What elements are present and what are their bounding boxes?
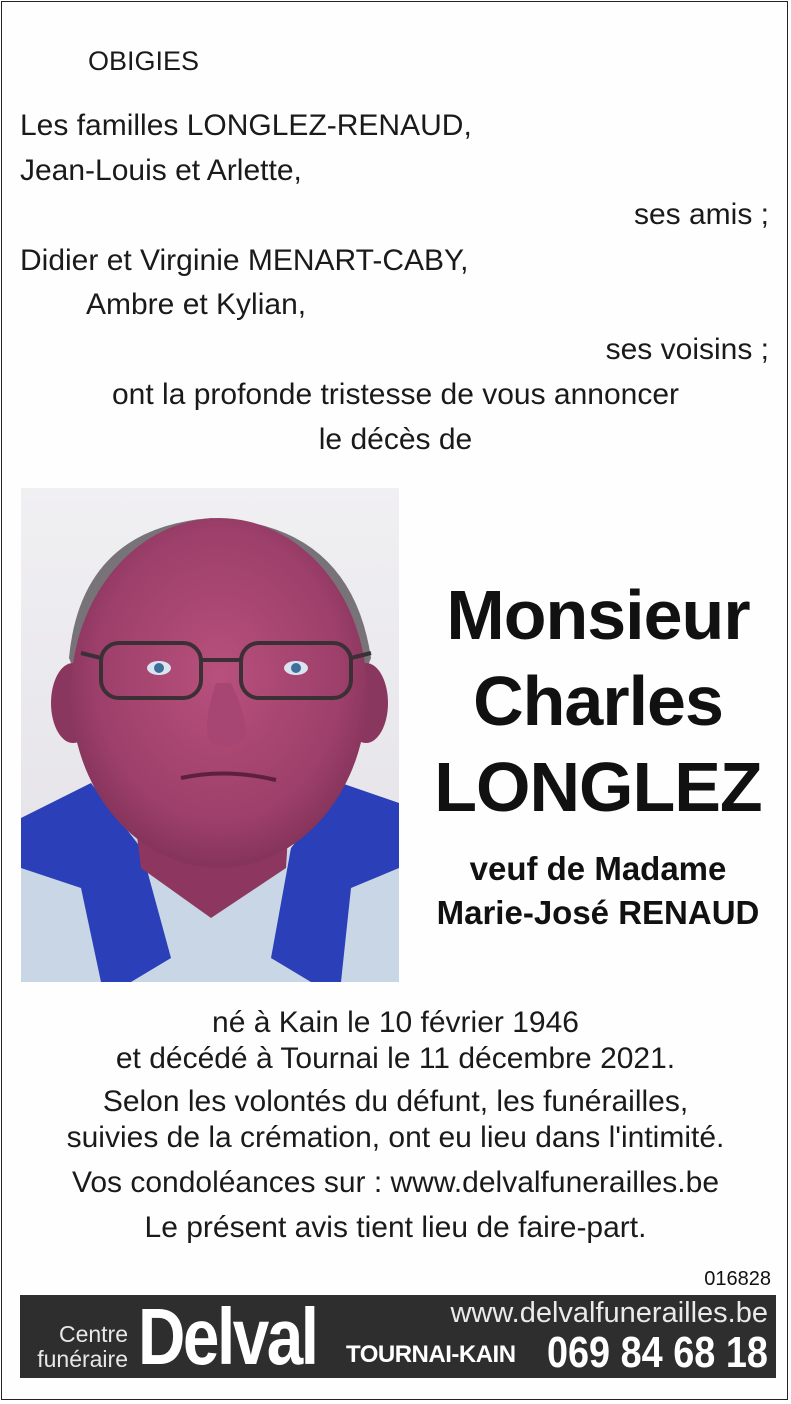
widow-line-2: Marie-José RENAUD [436,894,760,931]
deceased-title: Monsieur [446,576,750,654]
death-line: et décédé à Tournai le 11 décembre 2021. [115,1042,676,1075]
birth-line: né à Kain le 10 février 1946 [212,1006,579,1039]
funeral-line-2: suivies de la crémation, ont eu lieu dans l'intimité. [66,1121,725,1154]
announcement-line-1: ont la profonde tristesse de vous annoncer [111,378,680,411]
announcement-line-2: le décès de [318,423,473,456]
brand-name: Delval [138,1292,317,1381]
family-line-1: Les familles LONGLEZ-RENAUD, [20,109,472,142]
town-heading: OBIGIES [88,46,200,76]
funeral-home-banner [20,1292,776,1381]
friends-line: ses amis ; [633,198,769,231]
deceased-last-name: LONGLEZ [434,748,762,826]
family-line-4: Ambre et Kylian, [86,288,307,321]
family-line-2: Jean-Louis et Arlette, [20,154,302,187]
website-label: www.delvalfunerailles.be [450,1297,768,1329]
deceased-first-name: Charles [473,662,723,740]
notice-line: Le présent avis tient lieu de faire-part. [144,1211,647,1244]
phone-number: 069 84 68 18 [547,1328,768,1377]
family-line-3: Didier et Virginie MENART-CABY, [20,244,469,277]
deceased-portrait [21,488,399,982]
funeral-line-1: Selon les volontés du défunt, les funérailles, [102,1085,689,1118]
neighbors-line: ses voisins ; [605,333,769,366]
centre-label-line-2: funéraire [37,1346,128,1372]
obituary-notice [1,1,788,1400]
reference-number: 016828 [704,1268,771,1290]
widow-line-1: veuf de Madame [469,850,727,887]
condolences-line: Vos condoléances sur : www.delvalfunerailles.be [71,1166,720,1199]
centre-funeraire-label [36,1322,128,1372]
centre-label-line-1: Centre [58,1321,128,1347]
city-label: TOURNAI-KAIN [346,1341,516,1368]
portrait-illustration [21,488,399,982]
